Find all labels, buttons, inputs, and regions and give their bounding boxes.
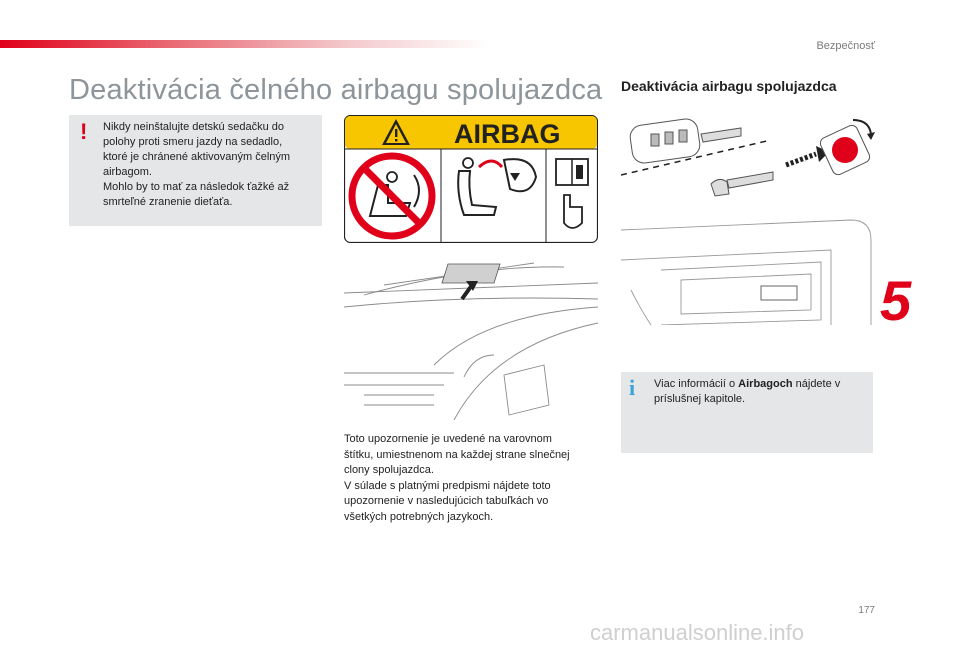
- airbag-warning-label: [344, 115, 598, 243]
- airbag-key-switch-illustration: [621, 110, 877, 325]
- no-child-seat-icon: [352, 156, 432, 236]
- caption-line: Toto upozornenie je uvedené na varovnom: [344, 433, 552, 445]
- sun-visor-illustration: [344, 255, 598, 420]
- exclamation-icon: !: [80, 119, 88, 144]
- caption-text: [344, 432, 599, 525]
- caption-line: všetkých potrebných jazykoch.: [344, 510, 494, 523]
- caption-line: clony spolujazdca.: [344, 464, 434, 476]
- warning-line: smrteľné zranenie dieťaťa.: [103, 196, 233, 208]
- warning-box: [69, 115, 322, 226]
- warning-line: Mohlo by to mať za následok ťažké až: [103, 181, 290, 193]
- key-blade-icon: [711, 172, 773, 196]
- warning-line: ktoré je chránené aktivovaným čelným: [103, 151, 291, 163]
- airbag-switch-icon: [818, 120, 875, 177]
- chapter-number: 5: [880, 269, 912, 332]
- info-line-2: príslušnej kapitole.: [654, 393, 746, 405]
- info-bold-term: Airbagoch: [738, 378, 793, 390]
- warning-line: Nikdy neinštalujte detskú sedačku do: [103, 121, 284, 133]
- info-icon: i: [629, 375, 636, 400]
- caption-line: V súlade s platnými predpismi nájdete toto: [344, 479, 551, 492]
- caption-line: upozornenie v nasledujúcich tabuľkách vo: [344, 495, 549, 507]
- subsection-title: Deaktivácia airbagu spolujazdca: [621, 78, 837, 94]
- info-box: [621, 372, 873, 453]
- top-accent-bar: [0, 40, 490, 48]
- warning-text: [103, 120, 315, 210]
- warning-sticker: [442, 264, 500, 283]
- car-key-icon: [629, 117, 741, 164]
- warning-line: airbagom.: [103, 166, 152, 178]
- page-number: 177: [858, 605, 875, 616]
- pointer-arrow-icon: [462, 281, 478, 299]
- page-title: Deaktivácia čelného airbagu spolujazdca: [69, 74, 603, 106]
- watermark: carmanualsonline.info: [590, 620, 805, 645]
- info-suffix: nájdete v: [792, 378, 841, 390]
- info-text: [654, 377, 864, 407]
- warning-line: polohy proti smeru jazdy na sedadlo,: [103, 136, 283, 148]
- airbag-label-text: AIRBAG: [454, 119, 561, 149]
- caption-line: štítku, umiestnenom na každej strane slnečnej: [344, 448, 570, 461]
- section-title: Bezpečnosť: [816, 40, 875, 52]
- info-prefix: Viac informácií o: [654, 378, 739, 390]
